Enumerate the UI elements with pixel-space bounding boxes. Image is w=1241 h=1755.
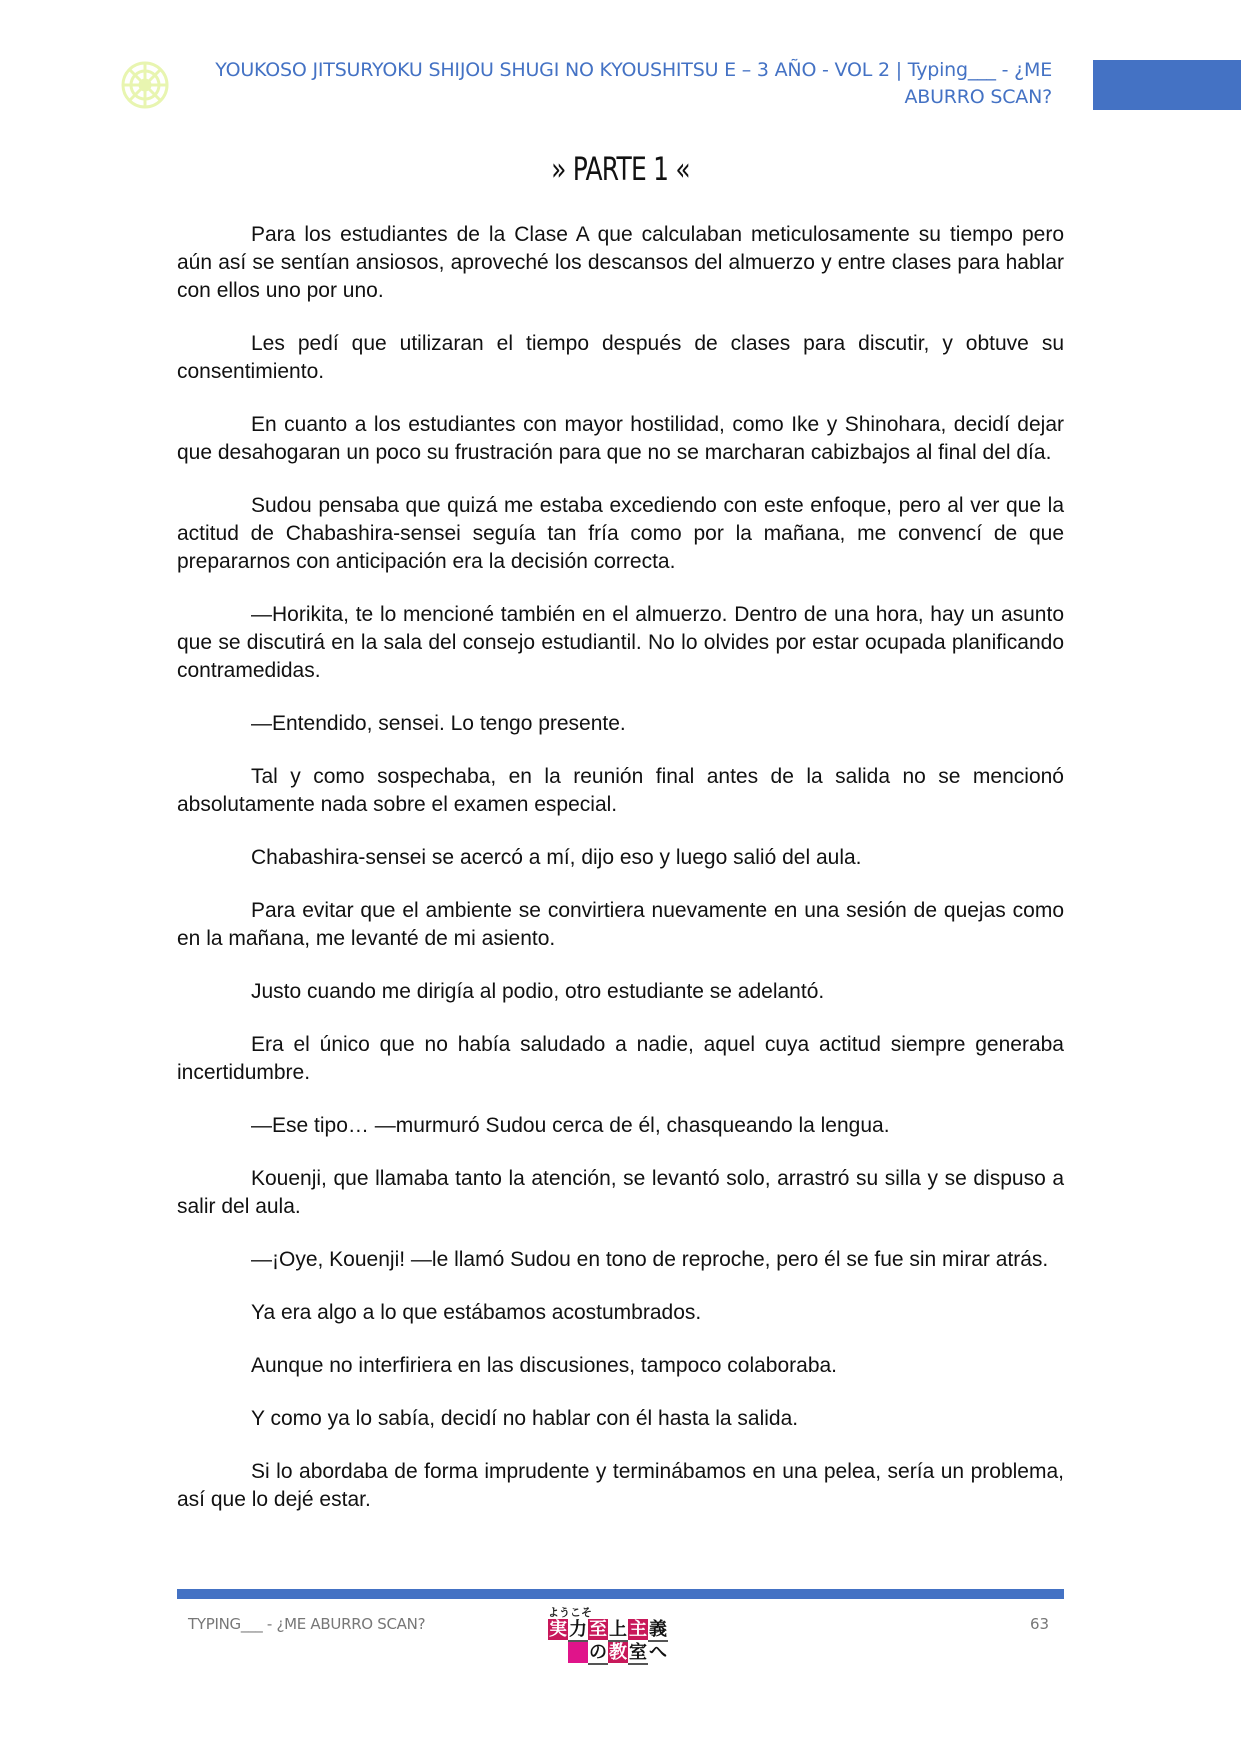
series-logo [548, 1607, 698, 1677]
header-line-1: YOUKOSO JITSURYOKU SHIJOU SHUGI NO KYOUSHITSU E – 3 AÑO - VOL 2 | Typing___ - ¿ME [215, 59, 1052, 81]
paragraph: Sudou pensaba que quizá me estaba excediendo con este enfoque, pero al ver que la actitud de Chabashira-sensei seguía tan fría como por la mañana, me convencí de que prepararnos con anticipación era la decisión correcta. [177, 494, 1064, 573]
chapter-title: » PARTE 1 « [551, 150, 690, 188]
logo-kanji: へ [649, 1642, 667, 1662]
body-text [177, 221, 1064, 1539]
logo-small-text: ようこそ [548, 1607, 592, 1619]
paragraph: —Ese tipo… —murmuró Sudou cerca de él, chasqueando la lengua. [251, 1114, 890, 1137]
logo-kanji: 主 [629, 1619, 647, 1639]
paragraph: Chabashira-sensei se acercó a mí, dijo eso y luego salió del aula. [251, 846, 862, 869]
logo-kanji: 実 [549, 1619, 567, 1639]
paragraph: Justo cuando me dirigía al podio, otro estudiante se adelantó. [251, 980, 825, 1003]
page-number: 63 [1030, 1615, 1050, 1633]
header-accent-bar [1093, 60, 1241, 110]
paragraph: Para evitar que el ambiente se convirtiera nuevamente en una sesión de quejas como en la mañana, me levanté de mi asiento. [177, 899, 1064, 950]
logo-kanji: 上 [608, 1619, 628, 1642]
header-line-2: ABURRO SCAN? [904, 86, 1052, 108]
logo-kanji: 義 [648, 1619, 668, 1642]
logo-row-1 [548, 1619, 698, 1642]
footer-accent-bar [177, 1589, 1064, 1599]
logo-kanji: 至 [589, 1619, 607, 1639]
paragraph: Y como ya lo sabía, decidí no hablar con él hasta la salida. [251, 1407, 799, 1430]
paragraph: Tal y como sospechaba, en la reunión final antes de la salida no se mencionó absolutamente nada sobre el examen especial. [177, 765, 1064, 816]
logo-kanji: 室 [628, 1642, 648, 1665]
logo-row-2 [548, 1642, 698, 1665]
paragraph: Les pedí que utilizaran el tiempo después de clases para discutir, y obtuve su consentimiento. [177, 332, 1064, 383]
running-header [190, 57, 1052, 111]
dharma-wheel-icon [120, 60, 170, 110]
paragraph: Para los estudiantes de la Clase A que calculaban meticulosamente su tiempo pero aún así se sentían ansiosos, aproveché los descansos del almuerzo y entre clases para hablar con ellos uno por uno. [177, 223, 1064, 302]
logo-kanji: 教 [609, 1642, 627, 1662]
footer-credit: TYPING___ - ¿ME ABURRO SCAN? [188, 1615, 426, 1633]
paragraph: —¡Oye, Kouenji! —le llamó Sudou en tono de reproche, pero él se fue sin mirar atrás. [251, 1248, 1049, 1271]
paragraph: En cuanto a los estudiantes con mayor hostilidad, como Ike y Shinohara, decidí dejar que desahogaran un poco su frustración para que no se marcharan cabizbajos al final del día. [177, 413, 1064, 464]
paragraph: Era el único que no había saludado a nadie, aquel cuya actitud siempre generaba incertidumbre. [177, 1033, 1064, 1084]
logo-kanji: 力 [568, 1619, 588, 1642]
paragraph: Ya era algo a lo que estábamos acostumbrados. [251, 1301, 702, 1324]
paragraph: Si lo abordaba de forma imprudente y terminábamos en una pelea, sería un problema, así que lo dejé estar. [177, 1460, 1064, 1511]
logo-subtitle-block [568, 1642, 588, 1663]
logo-kanji: の [588, 1642, 608, 1665]
paragraph: Kouenji, que llamaba tanto la atención, se levantó solo, arrastró su silla y se dispuso a salir del aula. [177, 1167, 1064, 1218]
paragraph: —Horikita, te lo mencioné también en el almuerzo. Dentro de una hora, hay un asunto que se discutirá en la sala del consejo estudiantil. No lo olvides por estar ocupada planificando contramedidas. [177, 603, 1064, 682]
paragraph: Aunque no interfiriera en las discusiones, tampoco colaboraba. [251, 1354, 838, 1377]
paragraph: —Entendido, sensei. Lo tengo presente. [251, 712, 626, 735]
